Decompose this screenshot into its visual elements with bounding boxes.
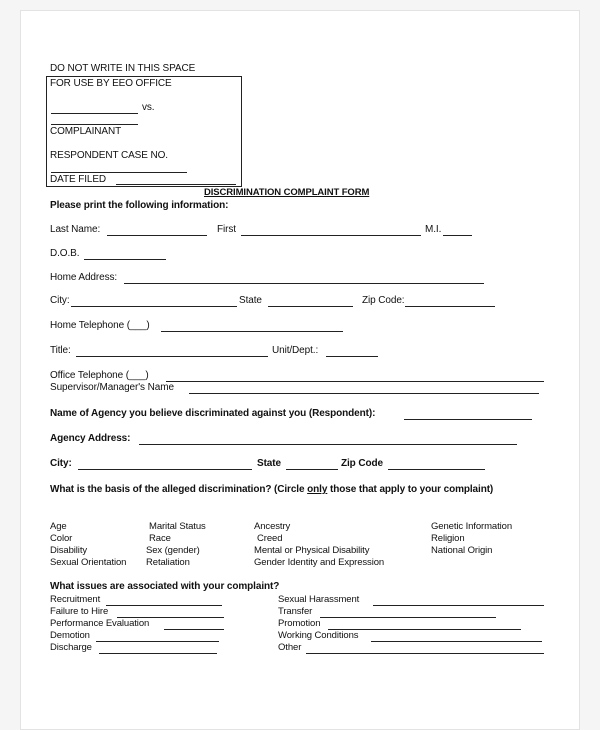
instruction-text: Please print the following information: (50, 200, 229, 211)
dob-label: D.O.B. (50, 248, 80, 259)
zip-field[interactable] (405, 306, 495, 307)
issue-label: Performance Evaluation (50, 618, 150, 629)
agency-address-field[interactable] (139, 444, 517, 445)
mi-label: M.I. (425, 224, 442, 235)
respondent-case-label: RESPONDENT CASE NO. (50, 150, 168, 161)
office-phone-label: Office Telephone (___) (50, 370, 149, 381)
agency-zip-label: Zip Code (341, 458, 383, 469)
basis-option[interactable]: Sexual Orientation (50, 557, 127, 568)
issue-label: Discharge (50, 642, 92, 653)
issue-label: Sexual Harassment (278, 594, 360, 605)
issue-label: Promotion (278, 618, 321, 629)
complainant-label: COMPLAINANT (50, 126, 122, 137)
issue-field[interactable] (96, 641, 219, 642)
basis-option[interactable]: Disability (50, 545, 88, 556)
case-party-line-2[interactable] (51, 124, 138, 125)
home-phone-label: Home Telephone (___) (50, 320, 150, 331)
office-box-header: DO NOT WRITE IN THIS SPACE (50, 63, 196, 74)
issue-label: Demotion (50, 630, 90, 641)
issue-field[interactable] (373, 605, 544, 606)
agency-city-field[interactable] (78, 469, 252, 470)
issue-field[interactable] (99, 653, 217, 654)
basis-option[interactable]: Color (50, 533, 73, 544)
home-address-field[interactable] (124, 283, 484, 284)
state-field[interactable] (268, 306, 353, 307)
issue-label: Other (278, 642, 302, 653)
mi-field[interactable] (443, 235, 472, 236)
title-field[interactable] (76, 356, 268, 357)
home-address-label: Home Address: (50, 272, 118, 283)
basis-option[interactable]: Marital Status (149, 521, 206, 532)
basis-option[interactable]: Ancestry (254, 521, 291, 532)
unit-label: Unit/Dept.: (272, 345, 319, 356)
issue-field[interactable] (371, 641, 542, 642)
agency-state-label: State (257, 458, 281, 469)
date-filed-line[interactable] (116, 184, 236, 185)
basis-option[interactable]: Sex (gender) (146, 545, 200, 556)
agency-state-field[interactable] (286, 469, 338, 470)
unit-field[interactable] (326, 356, 378, 357)
first-name-field[interactable] (241, 235, 421, 236)
issue-field[interactable] (306, 653, 544, 654)
agency-address-label: Agency Address: (50, 433, 131, 444)
issue-label: Recruitment (50, 594, 101, 605)
city-field[interactable] (71, 306, 237, 307)
agency-name-field[interactable] (404, 419, 532, 420)
basis-option[interactable]: Race (149, 533, 171, 544)
vs-label: vs. (142, 102, 155, 113)
issue-field[interactable] (164, 629, 224, 630)
supervisor-label: Supervisor/Manager's Name (50, 382, 174, 393)
dob-field[interactable] (84, 259, 166, 260)
basis-option[interactable]: Religion (431, 533, 465, 544)
office-use-label: FOR USE BY EEO OFFICE (50, 78, 172, 89)
date-filed-label: DATE FILED (50, 174, 107, 185)
office-phone-field[interactable] (166, 381, 544, 382)
state-label: State (239, 295, 262, 306)
supervisor-field[interactable] (189, 393, 539, 394)
issue-field[interactable] (320, 617, 496, 618)
basis-option[interactable]: Retaliation (146, 557, 190, 568)
basis-option[interactable]: National Origin (431, 545, 493, 556)
basis-option[interactable]: Age (50, 521, 67, 532)
basis-question-only: only (307, 484, 328, 495)
case-party-line[interactable] (51, 113, 138, 114)
basis-option[interactable]: Creed (257, 533, 283, 544)
basis-question (50, 484, 493, 496)
first-name-label: First (217, 224, 236, 235)
issue-label: Transfer (278, 606, 313, 617)
agency-zip-field[interactable] (388, 469, 485, 470)
issues-question: What issues are associated with your complaint? (50, 581, 280, 592)
last-name-label: Last Name: (50, 224, 101, 235)
home-phone-field[interactable] (161, 331, 343, 332)
issue-label: Failure to Hire (50, 606, 109, 617)
form-title: DISCRIMINATION COMPLAINT FORM (204, 187, 370, 198)
basis-option[interactable]: Genetic Information (431, 521, 513, 532)
zip-label: Zip Code: (362, 295, 405, 306)
city-label: City: (50, 295, 70, 306)
issue-label: Working Conditions (278, 630, 359, 641)
last-name-field[interactable] (107, 235, 207, 236)
basis-question-pre: What is the basis of the alleged discrimination? (Circle (50, 484, 308, 495)
respondent-case-line[interactable] (51, 172, 187, 173)
agency-city-label: City: (50, 458, 72, 469)
basis-option[interactable]: Gender Identity and Expression (254, 557, 385, 568)
basis-question-post: those that apply to your complaint) (327, 484, 494, 495)
issue-field[interactable] (106, 605, 222, 606)
agency-name-question: Name of Agency you believe discriminated against you (Respondent): (50, 408, 376, 419)
basis-option[interactable]: Mental or Physical Disability (254, 545, 370, 556)
title-label: Title: (50, 345, 71, 356)
